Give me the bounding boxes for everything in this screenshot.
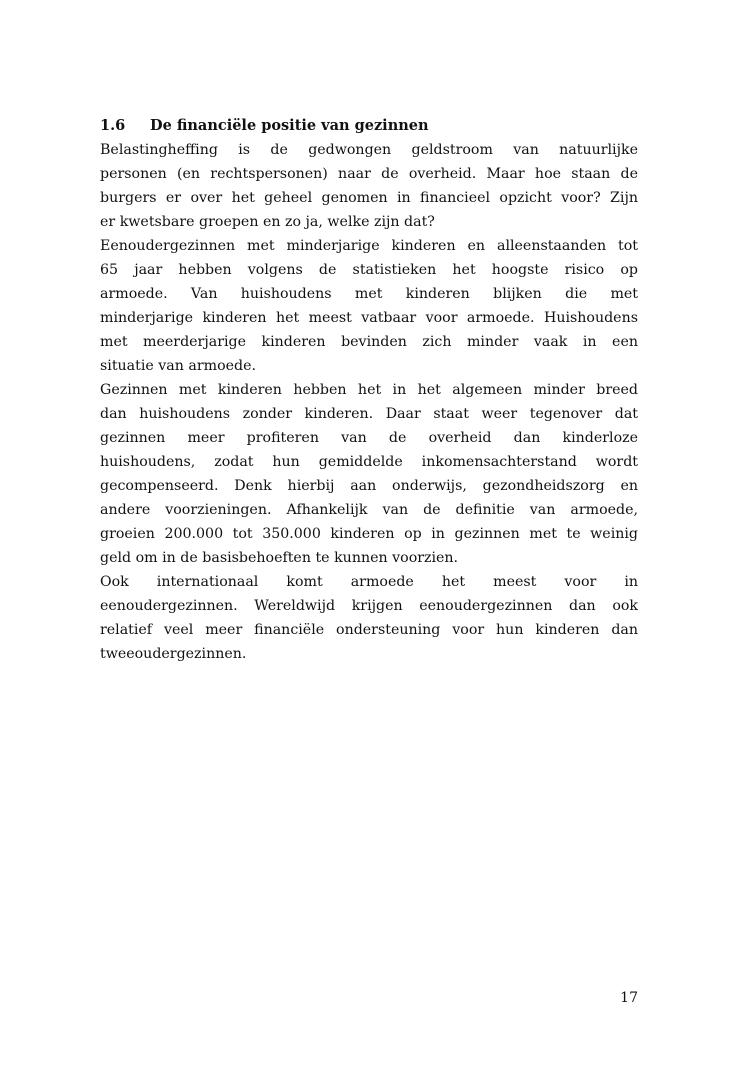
section-title: De financiële positie van gezinnen: [150, 117, 429, 134]
text-line: andere voorzieningen. Afhankelijk van de definitie van armoede,: [100, 502, 638, 518]
text-line: personen (en rechtspersonen) naar de overheid. Maar hoe staan de: [100, 166, 638, 182]
text-line: situatie van armoede.: [100, 358, 257, 374]
text-line: er kwetsbare groepen en zo ja, welke zijn dat?: [100, 214, 435, 230]
text-line: relatief veel meer financiële ondersteuning voor hun kinderen dan: [100, 622, 638, 638]
text-line: 65 jaar hebben volgens de statistieken het hoogste risico op: [100, 262, 638, 278]
text-line: minderjarige kinderen het meest vatbaar voor armoede. Huishoudens: [100, 310, 638, 326]
text-line: groeien 200.000 tot 350.000 kinderen op in gezinnen met te weinig: [100, 526, 638, 542]
text-line: tweeoudergezinnen.: [100, 646, 247, 662]
text-line: gezinnen meer profiteren van de overheid dan kinderloze: [100, 430, 638, 446]
paragraph-internationaal: [100, 570, 638, 666]
text-line: Belastingheffing is de gedwongen geldstroom van natuurlijke: [100, 142, 638, 158]
paragraph-eenoudergezinnen: [100, 234, 638, 378]
text-line: burgers er over het geheel genomen in financieel opzicht voor? Zijn: [100, 190, 638, 206]
text-line: armoede. Van huishoudens met kinderen blijken die met: [100, 286, 638, 302]
paragraph-gezinnen-met-kinderen: [100, 378, 638, 570]
section-heading: [100, 114, 638, 138]
text-line: met meerderjarige kinderen bevinden zich minder vaak in een: [100, 334, 638, 350]
text-line: Ook internationaal komt armoede het meest voor in: [100, 574, 638, 590]
text-line: dan huishoudens zonder kinderen. Daar staat weer tegenover dat: [100, 406, 638, 422]
text-line: gecompenseerd. Denk hierbij aan onderwijs, gezondheidszorg en: [100, 478, 638, 494]
text-line: geld om in de basisbehoeften te kunnen voorzien.: [100, 550, 459, 566]
text-line: Gezinnen met kinderen hebben het in het algemeen minder breed: [100, 382, 638, 398]
text-line: Eenoudergezinnen met minderjarige kinderen en alleenstaanden tot: [100, 238, 638, 254]
paragraph-belastingheffing: [100, 138, 638, 234]
text-line: huishoudens, zodat hun gemiddelde inkomensachterstand wordt: [100, 454, 638, 470]
text-line: eenoudergezinnen. Wereldwijd krijgen eenoudergezinnen dan ook: [100, 598, 638, 614]
page-number: 17: [620, 990, 638, 1006]
section-number: 1.6: [100, 117, 126, 134]
page-body: [100, 114, 638, 666]
